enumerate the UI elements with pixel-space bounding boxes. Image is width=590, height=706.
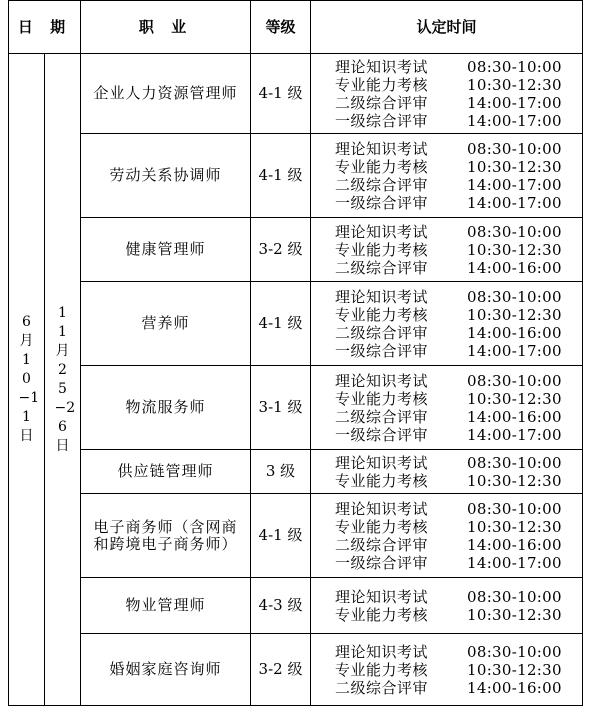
- assessment-name: 理论知识考试: [335, 587, 429, 606]
- assessment-time: 10:30-12:30: [467, 75, 562, 94]
- job-cell: 企业人力资源管理师: [81, 54, 251, 134]
- time-line: [335, 472, 582, 490]
- table-row: [9, 218, 583, 282]
- job-cell: 营养师: [81, 282, 251, 366]
- time-cell: [311, 634, 583, 706]
- assessment-name: 二级综合评审: [335, 678, 429, 697]
- assessment-name: 二级综合评审: [335, 323, 429, 342]
- time-line: [335, 643, 582, 661]
- time-line: [335, 661, 582, 679]
- assessment-name: 一级综合评审: [335, 111, 429, 130]
- assessment-time: 08:30-10:00: [467, 587, 562, 606]
- table-row: [9, 634, 583, 706]
- assessment-time: 14:00-17:00: [467, 111, 562, 130]
- time-line: [335, 588, 582, 606]
- assessment-name: 二级综合评审: [335, 535, 429, 554]
- assessment-time: 10:30-12:30: [467, 517, 562, 536]
- assessment-time: 14:00-17:00: [467, 175, 562, 194]
- assessment-time: 10:30-12:30: [467, 305, 562, 324]
- assessment-name: 理论知识考试: [335, 371, 429, 390]
- time-line: [335, 259, 582, 277]
- assessment-time: 08:30-10:00: [467, 222, 562, 241]
- assessment-name: 理论知识考试: [335, 222, 429, 241]
- assessment-name: 专业能力考核: [335, 517, 429, 536]
- table-row: [9, 494, 583, 578]
- time-line: [335, 390, 582, 408]
- time-line: [335, 58, 582, 76]
- level-cell: 3 级: [251, 450, 311, 494]
- assessment-time: 08:30-10:00: [467, 139, 562, 158]
- time-line: [335, 306, 582, 324]
- assessment-time: 08:30-10:00: [467, 453, 562, 472]
- header-date: 日 期: [9, 1, 81, 54]
- assessment-time: 14:00-17:00: [467, 425, 562, 444]
- time-cell: [311, 134, 583, 218]
- assessment-time: 10:30-12:30: [467, 471, 562, 490]
- time-line: [335, 606, 582, 624]
- assessment-name: 一级综合评审: [335, 193, 429, 212]
- table-row: [9, 282, 583, 366]
- assessment-time: 08:30-10:00: [467, 371, 562, 390]
- table-row: [9, 366, 583, 450]
- assessment-time: 10:30-12:30: [467, 660, 562, 679]
- table-row: [9, 450, 583, 494]
- assessment-name: 专业能力考核: [335, 157, 429, 176]
- assessment-time: 08:30-10:00: [467, 57, 562, 76]
- time-line: [335, 194, 582, 212]
- assessment-name: 专业能力考核: [335, 389, 429, 408]
- schedule-body: [9, 54, 583, 706]
- time-line: [335, 372, 582, 390]
- assessment-name: 二级综合评审: [335, 175, 429, 194]
- date-text-1: 6月10−11日: [18, 314, 40, 444]
- assessment-name: 二级综合评审: [335, 258, 429, 277]
- assessment-name: 专业能力考核: [335, 605, 429, 624]
- assessment-time: 14:00-17:00: [467, 193, 562, 212]
- assessment-name: 理论知识考试: [335, 57, 429, 76]
- date-text-2: 11月25−26日: [54, 304, 76, 454]
- assessment-name: 理论知识考试: [335, 499, 429, 518]
- header-row: [9, 1, 583, 54]
- time-line: [335, 223, 582, 241]
- time-cell: [311, 218, 583, 282]
- assessment-name: 理论知识考试: [335, 453, 429, 472]
- level-cell: 3-2 级: [251, 634, 311, 706]
- assessment-name: 理论知识考试: [335, 287, 429, 306]
- level-cell: 4-1 级: [251, 282, 311, 366]
- table-row: [9, 134, 583, 218]
- assessment-name: 专业能力考核: [335, 660, 429, 679]
- assessment-time: 08:30-10:00: [467, 642, 562, 661]
- assessment-time: 08:30-10:00: [467, 287, 562, 306]
- assessment-time: 14:00-16:00: [467, 323, 562, 342]
- assessment-time: 14:00-17:00: [467, 553, 562, 572]
- header-time: 认定时间: [311, 1, 583, 54]
- time-line: [335, 454, 582, 472]
- assessment-name: 理论知识考试: [335, 139, 429, 158]
- header-job: 职 业: [81, 1, 251, 54]
- time-cell: [311, 450, 583, 494]
- time-line: [335, 140, 582, 158]
- assessment-time: 10:30-12:30: [467, 157, 562, 176]
- time-line: [335, 408, 582, 426]
- assessment-time: 10:30-12:30: [467, 605, 562, 624]
- assessment-name: 理论知识考试: [335, 642, 429, 661]
- assessment-name: 专业能力考核: [335, 240, 429, 259]
- time-line: [335, 76, 582, 94]
- assessment-name: 专业能力考核: [335, 305, 429, 324]
- time-line: [335, 679, 582, 697]
- time-cell: [311, 282, 583, 366]
- assessment-time: 14:00-16:00: [467, 535, 562, 554]
- time-line: [335, 288, 582, 306]
- header-level: 等级: [251, 1, 311, 54]
- time-line: [335, 94, 582, 112]
- assessment-name: 一级综合评审: [335, 341, 429, 360]
- time-cell: [311, 54, 583, 134]
- level-cell: 4-1 级: [251, 54, 311, 134]
- time-line: [335, 112, 582, 130]
- time-cell: [311, 366, 583, 450]
- assessment-name: 二级综合评审: [335, 407, 429, 426]
- time-line: [335, 426, 582, 444]
- time-line: [335, 158, 582, 176]
- date-cell-1: [9, 54, 45, 706]
- table-row: [9, 54, 583, 134]
- level-cell: 4-1 级: [251, 134, 311, 218]
- level-cell: 4-3 级: [251, 578, 311, 634]
- assessment-time: 14:00-17:00: [467, 93, 562, 112]
- assessment-time: 14:00-16:00: [467, 258, 562, 277]
- table-row: [9, 578, 583, 634]
- time-line: [335, 536, 582, 554]
- time-line: [335, 500, 582, 518]
- assessment-time: 14:00-17:00: [467, 341, 562, 360]
- schedule-table: [8, 0, 583, 706]
- time-line: [335, 324, 582, 342]
- time-line: [335, 554, 582, 572]
- job-cell: 物流服务师: [81, 366, 251, 450]
- assessment-time: 14:00-16:00: [467, 678, 562, 697]
- time-cell: [311, 494, 583, 578]
- level-cell: 3-1 级: [251, 366, 311, 450]
- job-cell: 劳动关系协调师: [81, 134, 251, 218]
- job-cell: 电子商务师（含网商和跨境电子商务师）: [81, 494, 251, 578]
- assessment-time: 10:30-12:30: [467, 240, 562, 259]
- job-cell: 健康管理师: [81, 218, 251, 282]
- level-cell: 3-2 级: [251, 218, 311, 282]
- job-cell: 供应链管理师: [81, 450, 251, 494]
- job-cell: 物业管理师: [81, 578, 251, 634]
- date-cell-2: [45, 54, 81, 706]
- time-line: [335, 241, 582, 259]
- assessment-name: 专业能力考核: [335, 75, 429, 94]
- assessment-name: 专业能力考核: [335, 471, 429, 490]
- level-cell: 4-1 级: [251, 494, 311, 578]
- time-line: [335, 342, 582, 360]
- assessment-name: 二级综合评审: [335, 93, 429, 112]
- assessment-time: 10:30-12:30: [467, 389, 562, 408]
- time-cell: [311, 578, 583, 634]
- assessment-time: 14:00-16:00: [467, 407, 562, 426]
- assessment-name: 一级综合评审: [335, 425, 429, 444]
- assessment-name: 一级综合评审: [335, 553, 429, 572]
- assessment-time: 08:30-10:00: [467, 499, 562, 518]
- time-line: [335, 518, 582, 536]
- job-cell: 婚姻家庭咨询师: [81, 634, 251, 706]
- time-line: [335, 176, 582, 194]
